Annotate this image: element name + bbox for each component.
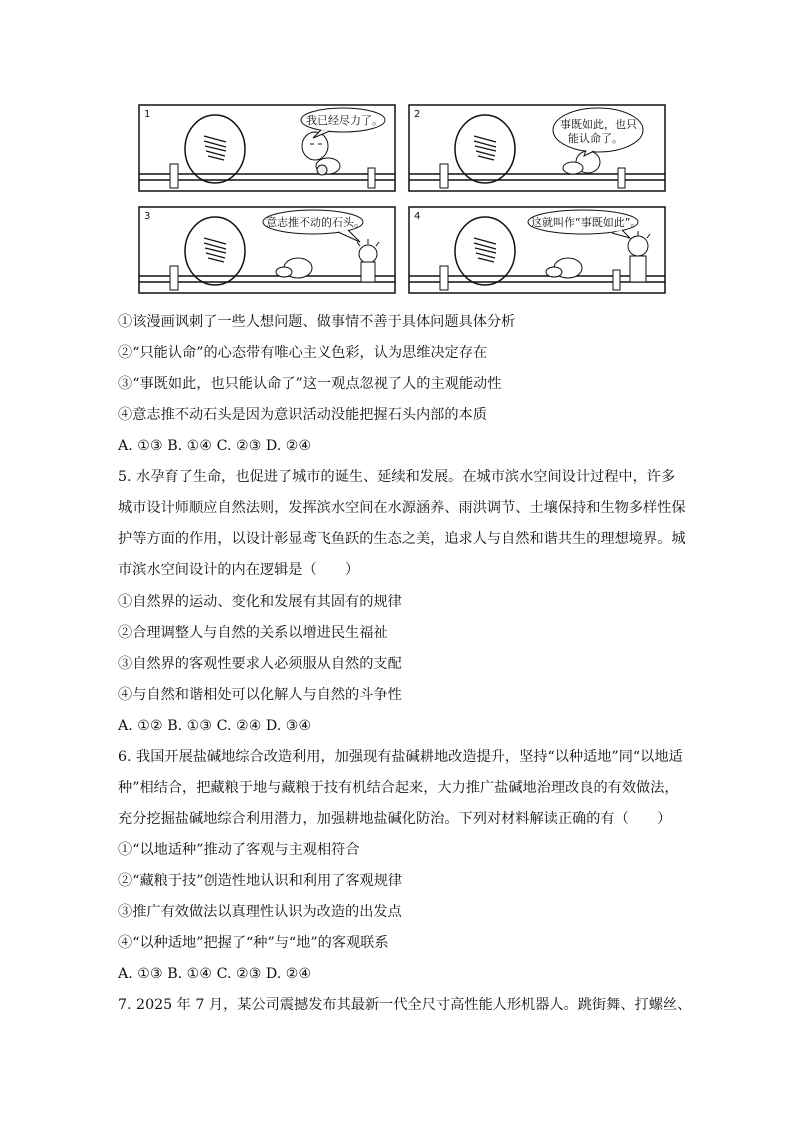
comic-panel-4 (408, 206, 666, 294)
q5-choices: A. ①② B. ①③ C. ②④ D. ③④ (118, 718, 312, 734)
speech-bubble-text: 这就叫作“事既如此”。 (531, 216, 642, 229)
q4-option-1: ①该漫画讽刺了一些人想问题、做事情不善于具体问题具体分析 (118, 314, 516, 330)
q5-stem-line-3: 护等方面的作用，以设计彰显鸢飞鱼跃的生态之美，追求人与自然和谐共生的理想境界。城 (118, 531, 686, 547)
q6-option-1: ①“以地适种”推动了客观与主观相符合 (118, 842, 360, 858)
q5-option-3: ③自然界的客观性要求人必须服从自然的支配 (118, 656, 402, 672)
q4-option-2: ②“只能认命”的心态带有唯心主义色彩，认为思维决定存在 (118, 345, 488, 361)
q6-stem-line-1: 6. 我国开展盐碱地综合改造利用，加强现有盐碱耕地改造提升，坚持“以种适地”同“以地适 (118, 749, 683, 765)
q6-stem-line-3: 充分挖掘盐碱地综合利用潜力，加强耕地盐碱化防治。下列对材料解读正确的有（ ） (118, 811, 672, 827)
q5-option-2: ②合理调整人与自然的关系以增进民生福祉 (118, 625, 388, 641)
q6-option-2: ②“藏粮于技”创造性地认识和利用了客观规律 (118, 873, 403, 889)
q4-option-4: ④意志推不动石头是因为意识活动没能把握石头内部的本质 (118, 407, 487, 423)
panel-number: 2 (414, 109, 421, 120)
speech-bubble-text: 我已经尽力了。 (306, 114, 383, 127)
speech-bubble-line-2: 能认命了。 (568, 132, 623, 145)
q5-option-1: ①自然界的运动、变化和发展有其固有的规律 (118, 594, 402, 610)
q5-stem-line-4: 市滨水空间设计的内在逻辑是（ ） (118, 562, 360, 578)
q5-stem-line-1: 5. 水孕育了生命，也促进了城市的诞生、延续和发展。在城市滨水空间设计过程中，许多 (118, 469, 676, 485)
comic-panel-1 (138, 104, 396, 192)
panel-number: 1 (144, 109, 151, 120)
q5-option-4: ④与自然和谐相处可以化解人与自然的斗争性 (118, 687, 402, 703)
q7-stem-line-1: 7. 2025 年 7 月，某公司震撼发布其最新一代全尺寸高性能人形机器人。跳街舞、打螺丝、 (118, 997, 692, 1013)
panel-number: 4 (414, 211, 421, 222)
speech-bubble-line-1: 事既如此，也只 (560, 118, 637, 131)
panel-number: 3 (144, 211, 151, 222)
q6-option-3: ③推广有效做法以真理性认识为改造的出发点 (118, 904, 402, 920)
q6-option-4: ④“以种适地”把握了“种”与“地”的客观联系 (118, 935, 389, 951)
q5-stem-line-2: 城市设计师顺应自然法则，发挥滨水空间在水源涵养、雨洪调节、土壤保持和生物多样性保 (118, 500, 686, 516)
q6-stem-line-2: 种”相结合，把藏粮于地与藏粮于技有机结合起来，大力推广盐碱地治理改良的有效做法， (118, 780, 679, 796)
q4-option-3: ③“事既如此，也只能认命了”这一观点忽视了人的主观能动性 (118, 376, 502, 392)
speech-bubble-text: 意志推不动的石头。 (266, 216, 365, 229)
comic-panel-3 (138, 206, 396, 294)
q4-choices: A. ①③ B. ①④ C. ②③ D. ②④ (118, 438, 312, 454)
comic-strip (138, 104, 658, 298)
q6-choices: A. ①③ B. ①④ C. ②③ D. ②④ (118, 966, 312, 982)
comic-panel-2 (408, 104, 666, 192)
